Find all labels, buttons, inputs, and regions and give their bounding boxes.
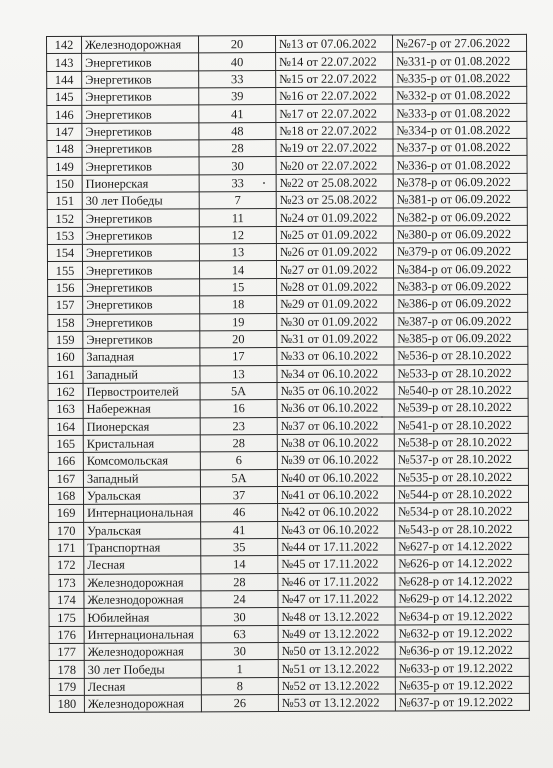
row-number: 169 [49, 505, 84, 522]
row-number: 156 [48, 279, 83, 296]
house-cell: 39 [199, 88, 276, 106]
order-cell: №637-р от 19.12.2022 [395, 693, 529, 711]
street-cell: Энергетиков [82, 209, 199, 227]
street-cell: Энергетиков [83, 296, 200, 314]
house-cell: 14 [199, 261, 276, 279]
row-number: 160 [48, 349, 83, 366]
row-number: 150 [47, 175, 82, 192]
order-cell: №387-р от 06.09.2022 [394, 312, 528, 330]
request-cell: №49 от 13.12.2022 [278, 625, 395, 643]
row-number: 153 [47, 227, 82, 244]
table-row [48, 329, 528, 348]
request-cell: №48 от 13.12.2022 [278, 607, 395, 625]
order-cell: №632-р от 19.12.2022 [395, 624, 529, 642]
row-number: 172 [49, 557, 84, 574]
request-cell: №30 от 01.09.2022 [277, 312, 394, 330]
order-cell: №543-р от 28.10.2022 [395, 520, 529, 538]
house-cell: 17 [200, 348, 277, 366]
request-cell: №53 от 13.12.2022 [278, 694, 395, 712]
street-cell: Комсомольская [83, 452, 200, 470]
row-number: 170 [49, 522, 84, 539]
row-number: 148 [47, 140, 82, 157]
request-cell: №42 от 06.10.2022 [278, 503, 395, 521]
table-row [47, 156, 527, 175]
street-cell: Энергетиков [82, 88, 199, 106]
street-cell: Энергетиков [83, 279, 200, 297]
request-cell: №14 от 22.07.2022 [276, 52, 393, 70]
row-number: 146 [47, 106, 82, 123]
order-cell: №335-р от 01.08.2022 [393, 69, 527, 87]
order-cell: №534-р от 28.10.2022 [395, 503, 529, 521]
request-cell: №29 от 01.09.2022 [277, 295, 394, 313]
table-row [49, 503, 529, 522]
table-row [48, 485, 528, 504]
table-row [47, 225, 527, 244]
request-cell: №38 от 06.10.2022 [277, 434, 394, 452]
street-cell: Энергетиков [82, 53, 199, 71]
row-number: 155 [47, 262, 82, 279]
house-cell: 8 [201, 677, 278, 695]
table-row [48, 416, 528, 435]
table-row [47, 190, 527, 209]
street-cell: Западный [83, 469, 200, 487]
order-cell: №386-р от 06.09.2022 [394, 295, 528, 313]
row-number: 163 [48, 401, 83, 418]
request-cell: №52 от 13.12.2022 [278, 677, 395, 695]
request-cell: №26 от 01.09.2022 [276, 243, 393, 261]
order-cell: №337-р от 01.08.2022 [393, 138, 527, 156]
order-cell: №381-р от 06.09.2022 [393, 190, 527, 208]
row-number: 174 [49, 591, 84, 608]
house-cell: 23 [200, 417, 277, 435]
row-number: 180 [49, 695, 84, 712]
street-cell: Транспортная [84, 539, 201, 557]
table-row [49, 676, 529, 695]
request-cell: №43 от 06.10.2022 [278, 521, 395, 539]
row-number: 144 [47, 71, 82, 88]
request-cell: №39 от 06.10.2022 [277, 451, 394, 469]
table-row [49, 520, 529, 539]
order-cell: №336-р от 01.08.2022 [393, 156, 527, 174]
request-cell: №27 от 01.09.2022 [276, 260, 393, 278]
house-cell: 46 [201, 504, 278, 522]
row-number: 145 [47, 88, 82, 105]
order-cell: №379-р от 06.09.2022 [393, 243, 527, 261]
registry-table-body [47, 34, 530, 712]
house-cell: 28 [201, 573, 278, 591]
house-cell: 63 [201, 625, 278, 643]
order-cell: №628-р от 14.12.2022 [395, 572, 529, 590]
table-row [48, 347, 528, 366]
request-cell: №40 от 06.10.2022 [277, 469, 394, 487]
house-cell: 33 [199, 174, 276, 192]
row-number: 171 [49, 539, 84, 556]
table-row [47, 69, 527, 88]
table-row [47, 121, 527, 140]
house-cell: 18 [200, 296, 277, 314]
street-cell: Первостроителей [83, 383, 200, 401]
request-cell: №22 от 25.08.2022 [276, 174, 393, 192]
house-cell: 13 [200, 365, 277, 383]
house-cell: 7 [199, 192, 276, 210]
street-cell: Лесная [84, 556, 201, 574]
order-cell: №540-р от 28.10.2022 [394, 381, 528, 399]
order-cell: №533-р от 28.10.2022 [394, 364, 528, 382]
house-cell: 28 [200, 434, 277, 452]
row-number: 152 [47, 210, 82, 227]
table-row [49, 641, 529, 660]
row-number: 168 [48, 487, 83, 504]
street-cell: Западный [83, 365, 200, 383]
table-row [48, 295, 528, 314]
row-number: 166 [48, 453, 83, 470]
house-cell: 5А [200, 469, 277, 487]
row-number: 147 [47, 123, 82, 140]
table-row [49, 693, 529, 712]
street-cell: Железнодорожная [84, 695, 201, 713]
row-number: 154 [47, 244, 82, 261]
table-row [48, 364, 528, 383]
street-cell: Набережная [83, 400, 200, 418]
request-cell: №16 от 22.07.2022 [276, 87, 393, 105]
house-cell: 20 [199, 35, 276, 53]
house-cell: 33 [199, 70, 276, 88]
request-cell: №35 от 06.10.2022 [277, 382, 394, 400]
request-cell: №45 от 17.11.2022 [278, 555, 395, 573]
street-cell: 30 лет Победы [84, 660, 201, 678]
table-row [49, 624, 529, 643]
table-row [48, 433, 528, 452]
order-cell: №626-р от 14.12.2022 [395, 555, 529, 573]
row-number: 167 [48, 470, 83, 487]
house-cell: 11 [199, 209, 276, 227]
street-cell: Уральская [83, 487, 200, 505]
street-cell: Энергетиков [83, 313, 200, 331]
street-cell: Железнодорожная [84, 643, 201, 661]
order-cell: №537-р от 28.10.2022 [394, 451, 528, 469]
street-cell: Энергетиков [82, 157, 199, 175]
request-cell: №50 от 13.12.2022 [278, 642, 395, 660]
request-cell: №28 от 01.09.2022 [277, 278, 394, 296]
street-cell: Уральская [84, 521, 201, 539]
table-row [47, 86, 527, 105]
order-cell: №384-р от 06.09.2022 [393, 260, 527, 278]
row-number: 143 [47, 54, 82, 71]
table-row [48, 399, 528, 418]
request-cell: №41 от 06.10.2022 [277, 486, 394, 504]
request-cell: №33 от 06.10.2022 [277, 347, 394, 365]
house-cell: 24 [201, 590, 278, 608]
order-cell: №267-р от 27.06.2022 [392, 34, 526, 52]
order-cell: №544-р от 28.10.2022 [394, 485, 528, 503]
request-cell: №15 от 22.07.2022 [276, 70, 393, 88]
row-number: 162 [48, 383, 83, 400]
house-cell: 28 [199, 140, 276, 158]
house-cell: 40 [199, 53, 276, 71]
request-cell: №31 от 01.09.2022 [277, 330, 394, 348]
house-cell: 12 [199, 226, 276, 244]
table-row [49, 537, 529, 556]
order-cell: №541-р от 28.10.2022 [394, 416, 528, 434]
request-cell: №46 от 17.11.2022 [278, 573, 395, 591]
row-number: 179 [49, 678, 84, 695]
table-row [47, 138, 527, 157]
order-cell: №331-р от 01.08.2022 [393, 52, 527, 70]
row-number: 165 [48, 435, 83, 452]
order-cell: №535-р от 28.10.2022 [394, 468, 528, 486]
table-row [48, 312, 528, 331]
request-cell: №44 от 17.11.2022 [278, 538, 395, 556]
house-cell: 41 [199, 105, 276, 123]
request-cell: №18 от 22.07.2022 [276, 122, 393, 140]
request-cell: №23 от 25.08.2022 [276, 191, 393, 209]
table-row [47, 243, 527, 262]
house-cell: 37 [200, 486, 277, 504]
street-cell: Энергетиков [82, 71, 199, 89]
table-row [47, 34, 527, 53]
table-row [47, 173, 527, 192]
street-cell: Юбилейная [84, 608, 201, 626]
street-cell: Железнодорожная [82, 36, 199, 54]
request-cell: №34 от 06.10.2022 [277, 365, 394, 383]
order-cell: №629-р от 14.12.2022 [395, 589, 529, 607]
house-cell: 48 [199, 122, 276, 140]
scan-speck [381, 416, 383, 418]
table-row [49, 589, 529, 608]
house-cell: 15 [200, 278, 277, 296]
street-cell: 30 лет Победы [82, 192, 199, 210]
street-cell: Энергетиков [82, 244, 199, 262]
request-cell: №13 от 07.06.2022 [276, 35, 393, 53]
house-cell: 30 [201, 643, 278, 661]
row-number: 173 [49, 574, 84, 591]
row-number: 176 [49, 626, 84, 643]
table-row [47, 52, 527, 71]
order-cell: №334-р от 01.08.2022 [393, 121, 527, 139]
table-row [48, 468, 528, 487]
table-row [47, 208, 527, 227]
table-row [48, 381, 528, 400]
row-number: 151 [47, 192, 82, 209]
street-cell: Лесная [84, 678, 201, 696]
house-cell: 35 [201, 538, 278, 556]
street-cell: Кристальная [83, 435, 200, 453]
street-cell: Западная [83, 348, 200, 366]
row-number: 178 [49, 661, 84, 678]
house-cell: 13 [199, 244, 276, 262]
request-cell: №47 от 17.11.2022 [278, 590, 395, 608]
order-cell: №380-р от 06.09.2022 [393, 225, 527, 243]
order-cell: №383-р от 06.09.2022 [394, 277, 528, 295]
house-cell: 30 [201, 608, 278, 626]
request-cell: №25 от 01.09.2022 [276, 226, 393, 244]
row-number: 177 [49, 643, 84, 660]
row-number: 149 [47, 158, 82, 175]
order-cell: №385-р от 06.09.2022 [394, 329, 528, 347]
row-number: 164 [48, 418, 83, 435]
order-cell: №536-р от 28.10.2022 [394, 347, 528, 365]
order-cell: №378-р от 06.09.2022 [393, 173, 527, 191]
table-row [49, 607, 529, 626]
order-cell: №539-р от 28.10.2022 [394, 399, 528, 417]
house-cell: 16 [200, 400, 277, 418]
request-cell: №17 от 22.07.2022 [276, 104, 393, 122]
table-row [48, 277, 528, 296]
house-cell: 6 [200, 452, 277, 470]
house-cell: 41 [201, 521, 278, 539]
request-cell: №37 от 06.10.2022 [277, 417, 394, 435]
house-cell: 1 [201, 660, 278, 678]
request-cell: №19 от 22.07.2022 [276, 139, 393, 157]
row-number: 158 [48, 314, 83, 331]
table-row [49, 555, 529, 574]
row-number: 161 [48, 366, 83, 383]
row-number: 175 [49, 609, 84, 626]
row-number: 142 [47, 36, 82, 53]
street-cell: Пионерская [83, 417, 200, 435]
house-cell: 30 [199, 157, 276, 175]
street-cell: Интернациональная [84, 626, 201, 644]
row-number: 157 [48, 296, 83, 313]
scan-speck [263, 182, 265, 184]
street-cell: Энергетиков [83, 331, 200, 349]
house-cell: 20 [200, 330, 277, 348]
order-cell: №333-р от 01.08.2022 [393, 104, 527, 122]
house-cell: 26 [201, 695, 278, 713]
request-cell: №24 от 01.09.2022 [276, 208, 393, 226]
street-cell: Железнодорожная [84, 591, 201, 609]
table-row [48, 451, 528, 470]
order-cell: №634-р от 19.12.2022 [395, 607, 529, 625]
order-cell: №382-р от 06.09.2022 [393, 208, 527, 226]
order-cell: №332-р от 01.08.2022 [393, 86, 527, 104]
request-cell: №36 от 06.10.2022 [277, 399, 394, 417]
table-row [47, 260, 527, 279]
table-row [49, 659, 529, 678]
order-cell: №538-р от 28.10.2022 [394, 433, 528, 451]
street-cell: Энергетиков [82, 105, 199, 123]
table-row [49, 572, 529, 591]
row-number: 159 [48, 331, 83, 348]
order-cell: №635-р от 19.12.2022 [395, 676, 529, 694]
street-cell: Энергетиков [82, 227, 199, 245]
request-cell: №51 от 13.12.2022 [278, 659, 395, 677]
street-cell: Пионерская [82, 175, 199, 193]
house-cell: 14 [201, 556, 278, 574]
order-cell: №636-р от 19.12.2022 [395, 641, 529, 659]
house-cell: 5А [200, 382, 277, 400]
street-cell: Интернациональная [84, 504, 201, 522]
street-cell: Энергетиков [82, 261, 199, 279]
street-cell: Энергетиков [82, 140, 199, 158]
order-cell: №633-р от 19.12.2022 [395, 659, 529, 677]
table-row [47, 104, 527, 123]
street-cell: Железнодорожная [84, 573, 201, 591]
order-cell: №627-р от 14.12.2022 [395, 537, 529, 555]
house-cell: 19 [200, 313, 277, 331]
registry-table [46, 34, 530, 713]
request-cell: №20 от 22.07.2022 [276, 156, 393, 174]
street-cell: Энергетиков [82, 123, 199, 141]
